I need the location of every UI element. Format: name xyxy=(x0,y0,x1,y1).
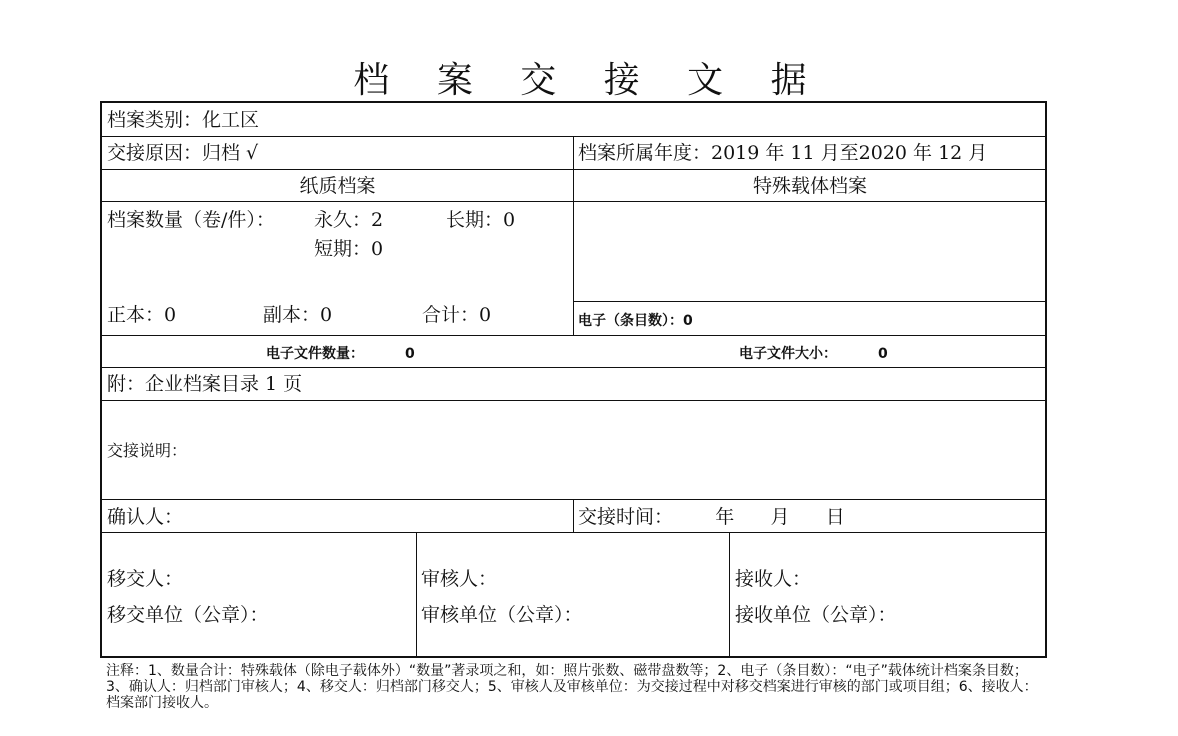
receiver-unit-label: 接收单位（公章）： xyxy=(735,604,897,626)
reviewer-unit-label: 审核单位（公章）： xyxy=(421,604,583,626)
copy-count: 副本：0 xyxy=(263,304,333,326)
page-title: 档 案 交 接 文 据 xyxy=(353,60,825,101)
column-divider xyxy=(729,532,730,658)
permanent-count: 永久：2 xyxy=(314,209,384,231)
special-media-archive-header: 特殊载体档案 xyxy=(752,175,867,197)
paper-archive-header: 纸质档案 xyxy=(299,175,376,197)
handover-form-table xyxy=(100,101,1047,658)
archive-category: 档案类别：化工区 xyxy=(107,109,260,131)
short-term-count: 短期：0 xyxy=(314,238,384,260)
long-term-count: 长期：0 xyxy=(446,209,516,231)
handover-time: 交接时间： 年 月 日 xyxy=(578,506,845,528)
attachment-catalog: 附：企业档案目录 1 页 xyxy=(107,373,303,395)
total-count: 合计：0 xyxy=(422,304,492,326)
archive-year-range: 档案所属年度：2019 年 11 月至2020 年 12 月 xyxy=(578,142,988,164)
electronic-file-size-value: 0 xyxy=(878,346,888,362)
confirmer-label: 确认人： xyxy=(107,506,184,528)
electronic-file-size-label: 电子文件大小： xyxy=(739,346,837,362)
column-divider xyxy=(573,499,574,532)
row-divider xyxy=(102,532,1047,533)
row-divider xyxy=(102,201,1047,202)
column-divider xyxy=(573,136,574,335)
reviewer-label: 审核人： xyxy=(421,568,498,590)
row-divider xyxy=(573,301,1047,302)
archive-count-label: 档案数量（卷/件）： xyxy=(107,209,275,231)
row-divider xyxy=(102,499,1047,500)
handover-reason: 交接原因：归档 √ xyxy=(107,142,259,164)
column-divider xyxy=(416,532,417,658)
row-divider xyxy=(102,136,1047,137)
transferor-unit-label: 移交单位（公章）： xyxy=(107,604,269,626)
receiver-label: 接收人： xyxy=(735,568,812,590)
original-count: 正本：0 xyxy=(107,304,177,326)
row-divider xyxy=(102,367,1047,368)
transferor-label: 移交人： xyxy=(107,568,184,590)
electronic-file-count-value: 0 xyxy=(405,346,415,362)
row-divider xyxy=(102,400,1047,401)
electronic-entry-count: 电子（条目数）：0 xyxy=(578,313,693,329)
footnote: 注释：1、数量合计：特殊载体（除电子载体外）“数量”著录项之和，如：照片张数、磁带盘数等；2、电子（条目数）：“电子”载体统计档案条目数；3、确认人：归档部门审核人；4、移交人：归档部门移交人；5、审核人及审核单位：为交接过程中对移交档案进行审核的部门或项目组；6、接收人：档案部门接收人。 xyxy=(106,663,1038,711)
row-divider xyxy=(102,335,1047,336)
handover-note-label: 交接说明： xyxy=(107,441,188,460)
row-divider xyxy=(102,169,1047,170)
electronic-file-count-label: 电子文件数量： xyxy=(266,346,364,362)
